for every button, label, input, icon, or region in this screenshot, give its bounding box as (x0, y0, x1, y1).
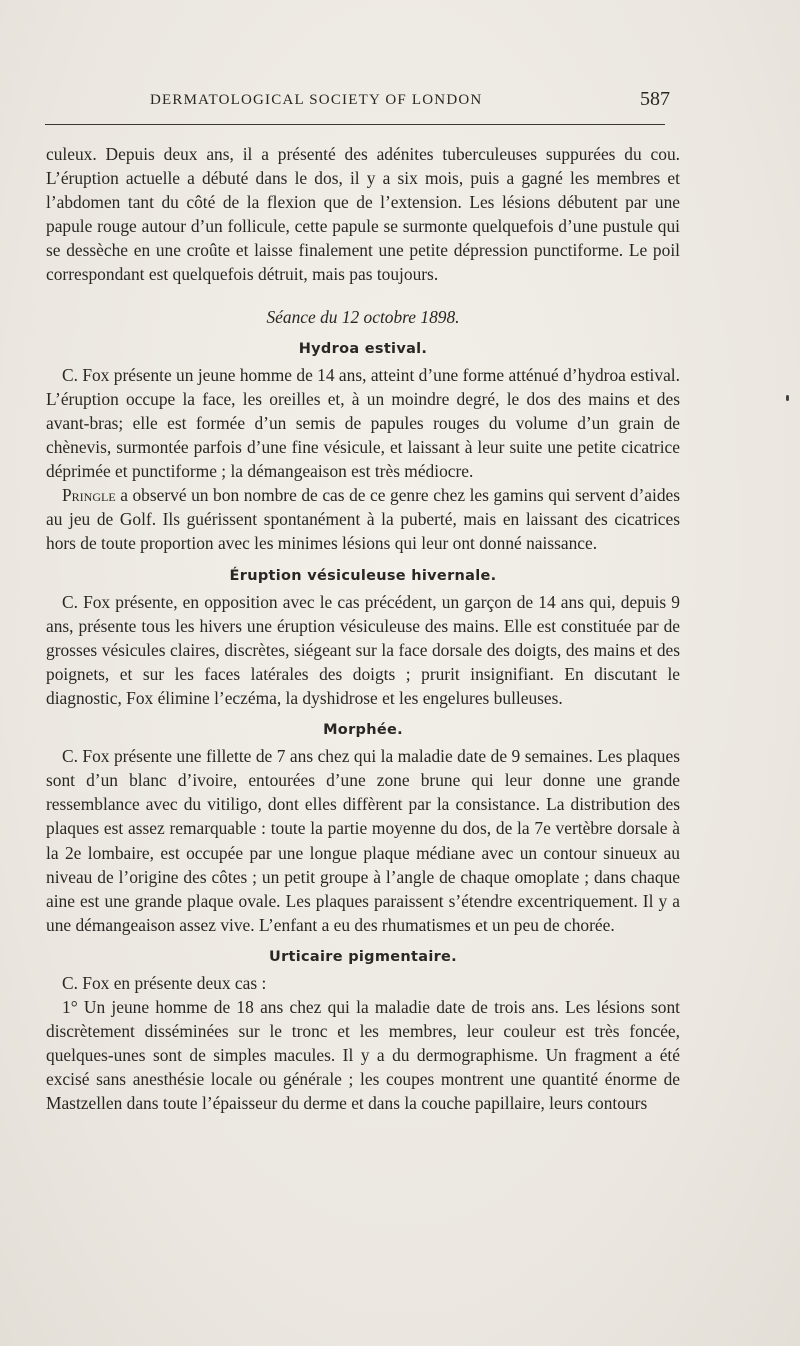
paragraph-text: C. Fox présente une fillette de 7 ans chez qui la maladie date de 9 semaines. Les plaques sont d’un blanc d’ivoire, entourées d’une zone brune qui leur donne une grande ressemblance avec du vitiligo, dont elles diffèrent par la consistance. La distribution des plaques est assez remarquable : toute la partie moyenne du dos, de la 7e vertèbre dorsale à la 2e lombaire, est occupée par une longue plaque médiane avec un contour sinueux au niveau de l’origine des côtes ; un petit groupe à l’angle de chaque omoplate ; dans chaque aine est une grande plaque ovale. Les plaques paraissent s’étendre excentriquement. Il y a une démangeaison assez vive. L’enfant a eu des rhumatismes et un peu de chorée. (46, 746, 680, 935)
header-rule (45, 124, 665, 125)
paragraph (46, 363, 680, 483)
section-heading: Hydroa estival. (298, 340, 428, 357)
paragraph (46, 590, 680, 710)
paragraph (46, 744, 680, 937)
continuation-paragraph: culeux. Depuis deux ans, il a présenté des adénites tuberculeuses suppurées du cou. L’éruption actuelle a débuté dans le dos, il y a six mois, puis a gagné les membres et l’abdomen tant du côté de la flexion que de l’extension. Les lésions débutent par une papule rouge autour d’un follicule, cette papule se surmonte quelquefois d’une pustule qui se dessèche en une croûte et laisse finalement une petite dépression punctiforme. Le poil correspondant est quelquefois détruit, mais pas toujours. (46, 144, 680, 285)
paragraph-text: C. Fox présente un jeune homme de 14 ans, atteint d’une forme atténué d’hydroa estival. L’éruption occupe la face, les oreilles et, à un moindre degré, le dos des mains et des avant-bras; elle est formée d’un semis de papules rouges du volume d’un grain de chènevis, surmontée parfois d’une fine vésicule, et laissant à leur suite une petite cicatrice déprimée et punctiforme ; la démangeaison est très médiocre. (46, 364, 680, 482)
paragraph-text: a observé un bon nombre de cas de ce genre chez les gamins qui servent d’aides au jeu de Golf. Ils guérissent spontanément à la puberté, mais en laissant des cicatrices hors de toute proportion avec les minimes lésions qui leur ont donné naissance. (46, 485, 680, 554)
margin-speck (786, 395, 789, 401)
paragraph-text: 1° Un jeune homme de 18 ans chez qui la maladie date de trois ans. Les lésions sont discrètement disséminées sur le tronc et les membres, leur couleur est très foncée, quelques-unes sont de simples macules. Il y a du dermographisme. Un fragment a été excisé sans anesthésie locale ou générale ; les coupes montrent une quantité énorme de Mastzellen dans toute l’épaisseur du derme et dans la couche papillaire, leurs contours (46, 997, 680, 1114)
author-name: Pringle (62, 485, 116, 506)
paragraph (46, 995, 680, 1115)
page-number: 587 (640, 88, 670, 110)
paragraph-text: C. Fox en présente deux cas : (62, 973, 267, 993)
section-heading: Morphée. (323, 722, 403, 739)
section-heading: Urticaire pigmentaire. (269, 948, 457, 965)
section-heading: Éruption vésiculeuse hivernale. (229, 567, 497, 584)
session-date: Séance du 12 octobre 1898. (266, 306, 460, 327)
running-title: DERMATOLOGICAL SOCIETY OF LONDON (150, 92, 483, 108)
paragraph (46, 971, 680, 995)
paragraph (46, 483, 680, 555)
paragraph-text: C. Fox présente, en opposition avec le cas précédent, un garçon de 14 ans qui, depuis 9 ans, présente tous les hivers une éruption vésiculeuse des mains. Elle est constituée par de grosses vésicules claires, discrètes, siégeant sur la face dorsale des doigts, des mains et des poignets, et sur les faces latérales des doigts ; prurit insignifiant. En discutant le diagnostic, Fox élimine l’eczéma, la dyshidrose et les engelures bulleuses. (46, 591, 680, 708)
body-text (46, 142, 680, 1116)
